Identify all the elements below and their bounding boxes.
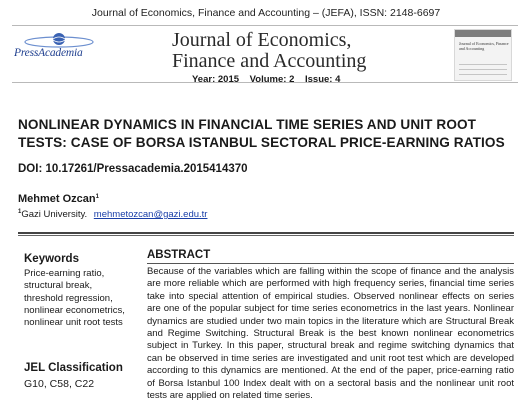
keyword-item: nonlinear unit root tests — [24, 317, 123, 329]
section-divider — [18, 232, 514, 234]
affiliation-footnote-mark: 1 — [18, 209, 22, 215]
journal-cover-thumbnail — [454, 29, 512, 81]
author-line — [18, 193, 99, 205]
volume-label: Volume: 2 — [249, 74, 295, 85]
publisher-logo-text: PressAcademia — [14, 47, 83, 59]
section-divider — [18, 235, 514, 236]
keyword-item: Price-earning ratio, — [24, 268, 105, 279]
keyword-item: nonlinear econometrics, — [24, 304, 125, 316]
author-email-link[interactable]: mehmetozcan@gazi.edu.tr — [93, 209, 208, 220]
issue-label: Issue: 4 — [305, 74, 341, 85]
abstract-heading: ABSTRACT — [147, 249, 211, 261]
cover-line — [459, 69, 507, 70]
cover-line — [459, 74, 507, 75]
keyword-item: threshold regression, — [24, 292, 113, 304]
keywords-list — [24, 268, 142, 329]
cover-line — [459, 64, 507, 65]
author-footnote-mark: 1 — [95, 194, 99, 200]
year-label: Year: 2015 — [192, 74, 240, 85]
abstract-divider — [147, 263, 514, 264]
cover-title: Journal of Economics, Finance and Accounting — [459, 41, 509, 51]
keyword-item: structural break, — [24, 280, 93, 292]
journal-title: Journal of Economics, Finance and Accounting — [172, 29, 367, 72]
jel-codes: G10, C58, C22 — [24, 378, 95, 390]
abstract-body: Because of the variables which are falling within the scope of finance and the analysis are more reliable which are performed with high frequency series, financial time series take into special attention of empirical studies. Observed nonlinear effects on series are one of the popular subject for time series econometrics in the last years. Nonlinear dynamics are studied under two main topics in the literature which are Structural Break and Regime Switching. Structural Break is the best known nonlinear econometrics subject in Turkey. In this paper, structural break and regime switching dynamics that can be observed in time series are investigated and unit root test which are developed according to this dynamics are mentioned. At the end of the paper, price-earning ratio of Borsa Istanbul 100 Index dealt with on a sectoral basis and the nonlinear unit root tests are applied on related time series. — [147, 266, 514, 402]
globe-swoosh-icon — [22, 30, 96, 48]
author-name: Mehmet Ozcan — [18, 193, 96, 205]
affiliation: Gazi University. — [21, 209, 88, 220]
affiliation-line — [18, 209, 207, 220]
cover-header-bar — [455, 30, 511, 37]
jel-heading: JEL Classification — [24, 362, 123, 374]
publisher-logo — [14, 28, 104, 82]
issue-info — [192, 74, 348, 85]
journal-banner — [12, 25, 518, 83]
running-head: Journal of Economics, Finance and Accounting – (JEFA), ISSN: 2148-6697 — [91, 7, 441, 19]
doi: DOI: 10.17261/Pressacademia.2015414370 — [18, 163, 248, 175]
paper-title: NONLINEAR DYNAMICS IN FINANCIAL TIME SERIES AND UNIT ROOT TESTS: CASE OF BORSA ISTANBUL SECTORAL PRICE-EARNING RATIOS — [18, 117, 505, 150]
keywords-heading: Keywords — [24, 253, 79, 265]
